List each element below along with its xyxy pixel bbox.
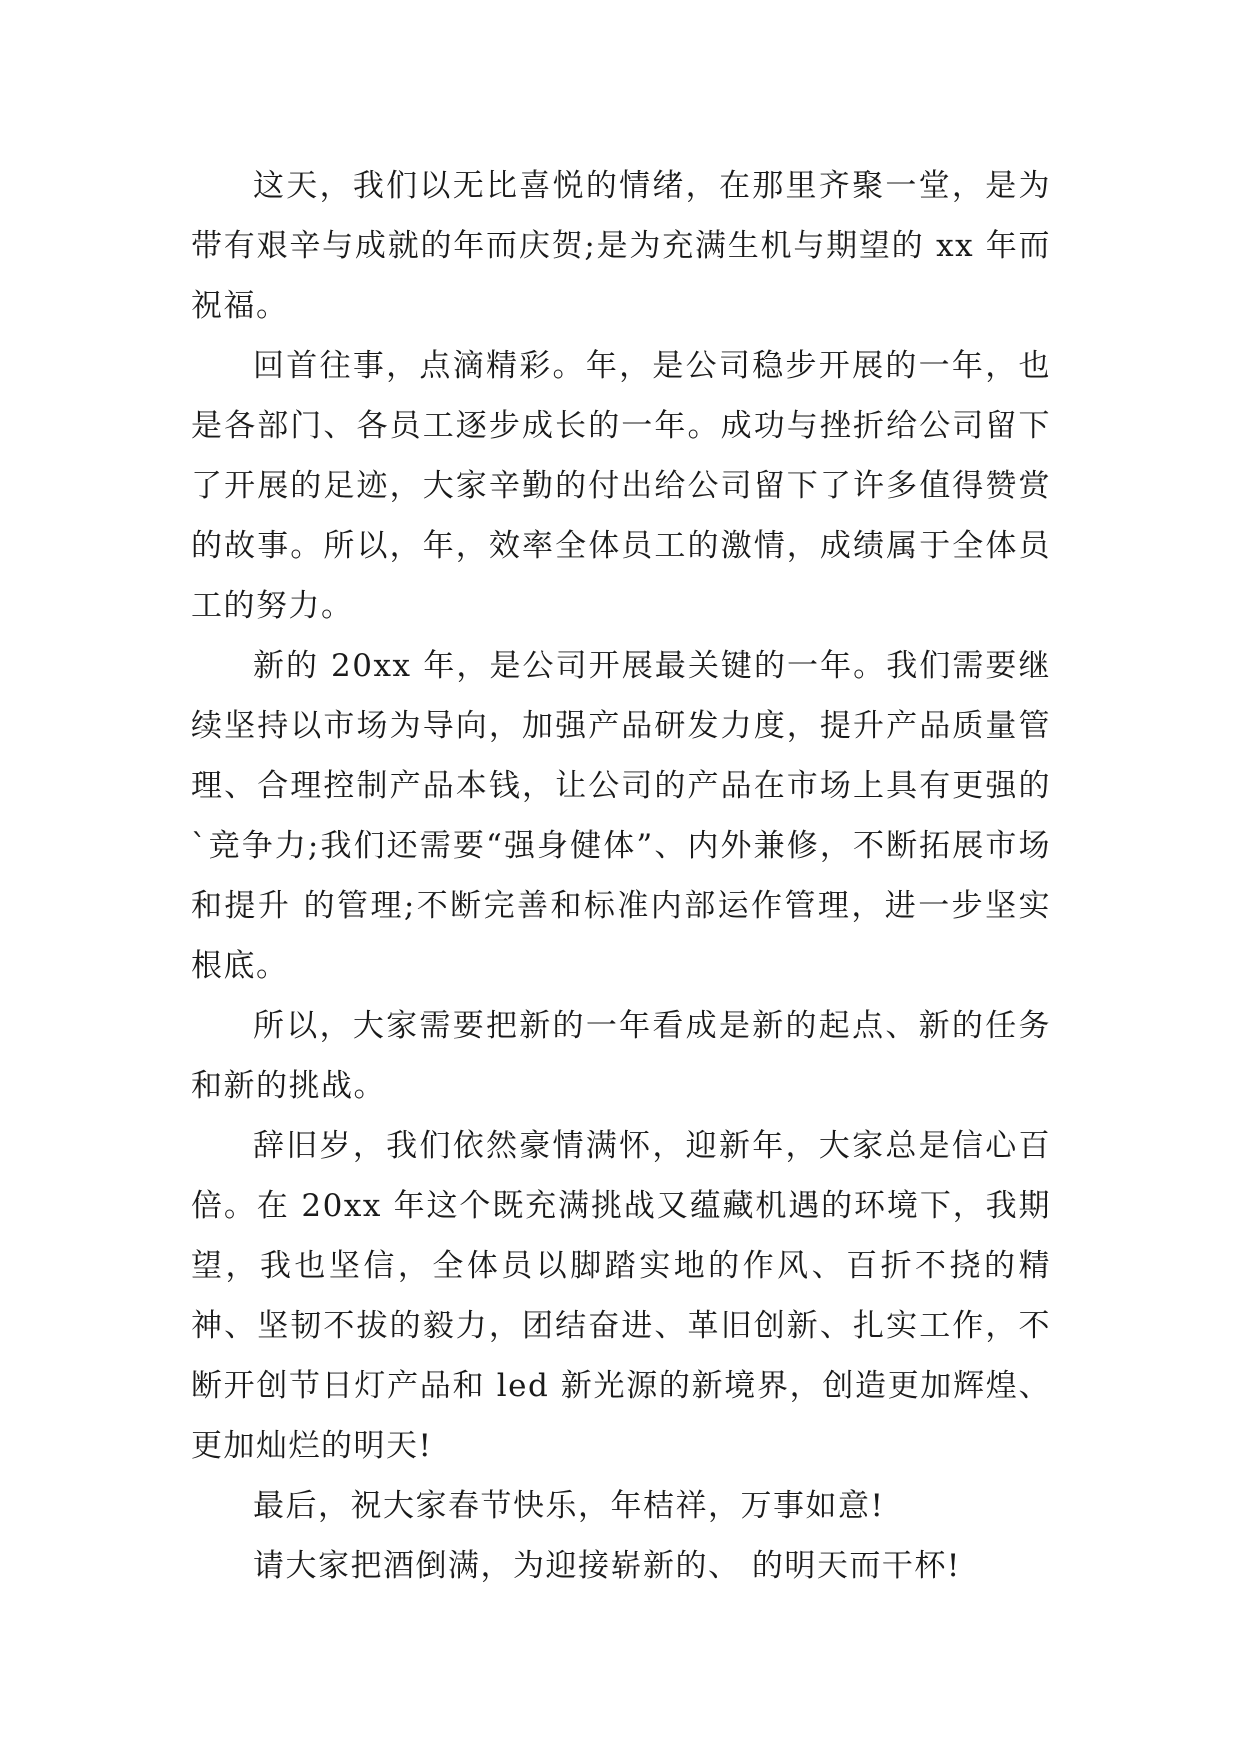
- paragraph-greeting: 最后，祝大家春节快乐，年桔祥，万事如意!: [253, 1488, 885, 1524]
- paragraph-review: 回首往事，点滴精彩。年，是公司稳步开展的一年，也是各部门、各员工逐步成长的一年。成功与挫折给公司留下了开展的足迹，大家辛勤的付出给公司留下了许多值得赞赏的故事。所以，年，效率全体员工的激情，成绩属于全体员工的努力。: [191, 348, 1051, 624]
- paragraph-new-year-plan: 新的 20xx 年，是公司开展最关键的一年。我们需要继续坚持以市场为导向，加强产品研发力度，提升产品质量管理、合理控制产品本钱，让公司的产品在市场上具有更强的`竞争力;我们还需要“强身健体”、内外兼修，不断拓展市场和提升 的管理;不断完善和标准内部运作管理，进一步坚实根底。: [191, 648, 1051, 984]
- document-body: [191, 156, 1051, 1596]
- paragraph-celebration: 这天，我们以无比喜悦的情绪，在那里齐聚一堂，是为带有艰辛与成就的年而庆贺;是为充满生机与期望的 xx 年而祝福。: [191, 168, 1051, 324]
- paragraph-new-start: 所以，大家需要把新的一年看成是新的起点、新的任务和新的挑战。: [191, 1008, 1051, 1104]
- paragraph-toast: 请大家把酒倒满，为迎接崭新的、 的明天而干杯!: [253, 1548, 961, 1584]
- paragraph-outlook: 辞旧岁，我们依然豪情满怀，迎新年，大家总是信心百倍。在 20xx 年这个既充满挑战又蕴藏机遇的环境下，我期望，我也坚信，全体员以脚踏实地的作风、百折不挠的精神、坚韧不拔的毅力，团结奋进、革旧创新、扎实工作，不断开创节日灯产品和 led 新光源的新境界，创造更加辉煌、更加灿烂的明天!: [191, 1128, 1051, 1464]
